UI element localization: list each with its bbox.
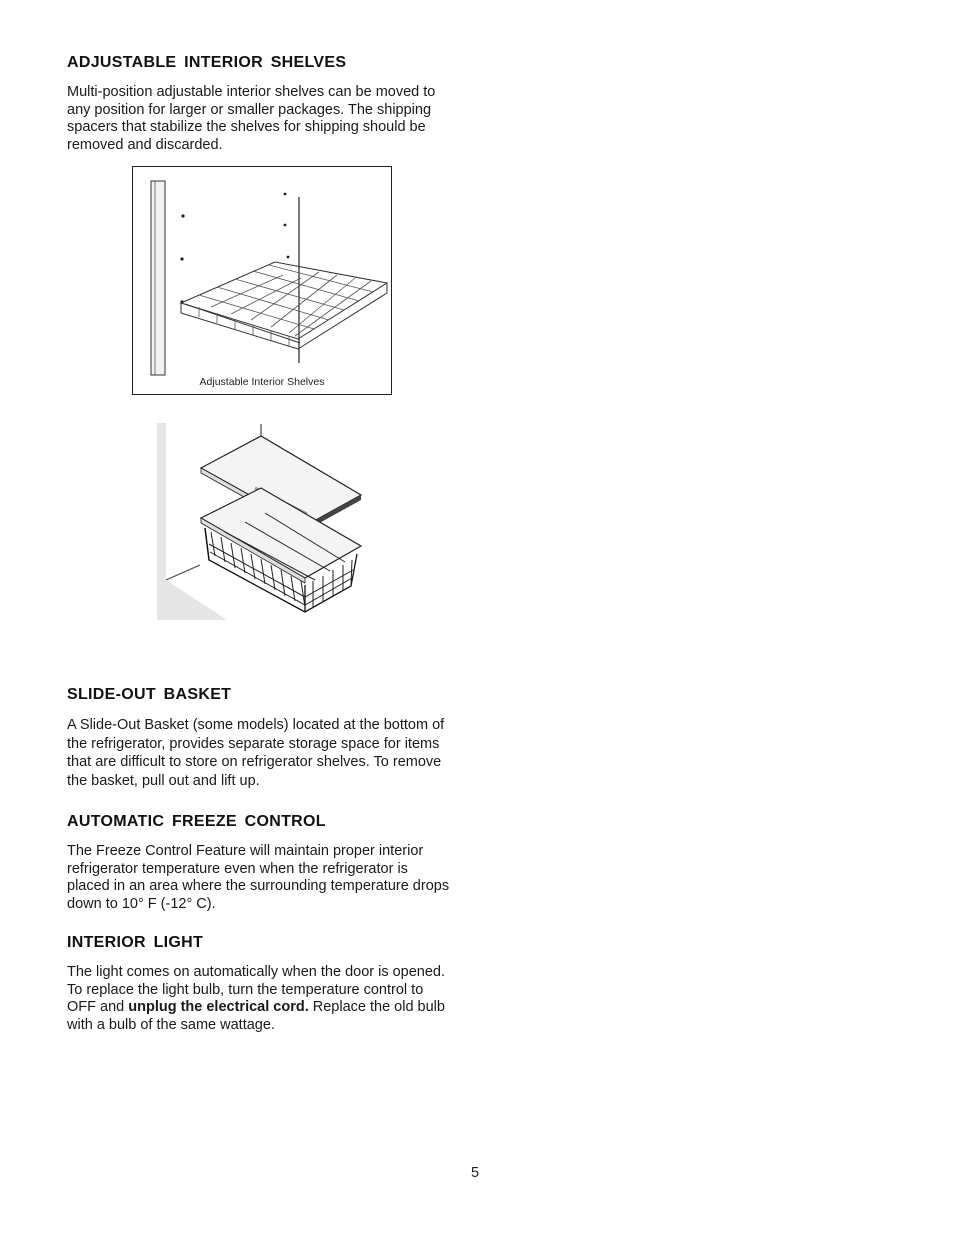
body-line: down to 10° F (-12° C). — [67, 895, 216, 912]
section-body — [67, 843, 472, 913]
body-line: The light comes on automatically when the door is opened. — [67, 964, 446, 980]
shelves-figure — [132, 166, 392, 395]
section-slide-out-basket — [67, 686, 472, 790]
body-line: that are difficult to store on refrigerator shelves. To remove — [67, 754, 442, 770]
body-line: the refrigerator, provides separate storage space for items — [67, 735, 440, 752]
body-line: A Slide-Out Basket (some models) located at the bottom of — [67, 717, 445, 733]
section-body — [67, 716, 472, 790]
body-line: The Freeze Control Feature will maintain proper interior — [67, 843, 424, 859]
wire-shelf-illustration — [133, 167, 391, 394]
section-body — [67, 84, 472, 154]
body-line-prefix: OFF and — [67, 999, 129, 1015]
body-line: spacers that stabilize the shelves for shipping should be — [67, 119, 426, 135]
section-body — [67, 964, 472, 1034]
section-interior-light — [67, 934, 472, 1034]
body-line: Multi-position adjustable interior shelves can be moved to — [67, 84, 436, 100]
body-line: with a bulb of the same wattage. — [67, 1016, 275, 1033]
section-freeze-control — [67, 813, 472, 913]
figure-caption: Adjustable Interior Shelves — [199, 376, 325, 388]
section-heading: INTERIOR LIGHT — [67, 934, 204, 951]
section-adjustable-shelves — [67, 54, 472, 154]
section-heading: AUTOMATIC FREEZE CONTROL — [67, 813, 326, 830]
warning-text: unplug the electrical cord. — [128, 999, 309, 1015]
page-number: 5 — [470, 1165, 480, 1181]
body-line: any position for larger or smaller packages. The shipping — [67, 101, 432, 118]
section-heading: ADJUSTABLE INTERIOR SHELVES — [67, 54, 347, 71]
basket-figure — [155, 420, 370, 630]
body-line: refrigerator temperature even when the refrigerator is — [67, 860, 408, 877]
body-line: removed and discarded. — [67, 136, 223, 153]
body-line: the basket, pull out and lift up. — [67, 772, 260, 789]
slide-out-basket-illustration — [155, 420, 370, 625]
section-heading: SLIDE-OUT BASKET — [67, 686, 232, 703]
body-line-suffix: Replace the old bulb — [308, 999, 445, 1015]
body-line: To replace the light bulb, turn the temperature control to — [67, 981, 424, 998]
body-line: placed in an area where the surrounding temperature drops — [67, 878, 450, 894]
